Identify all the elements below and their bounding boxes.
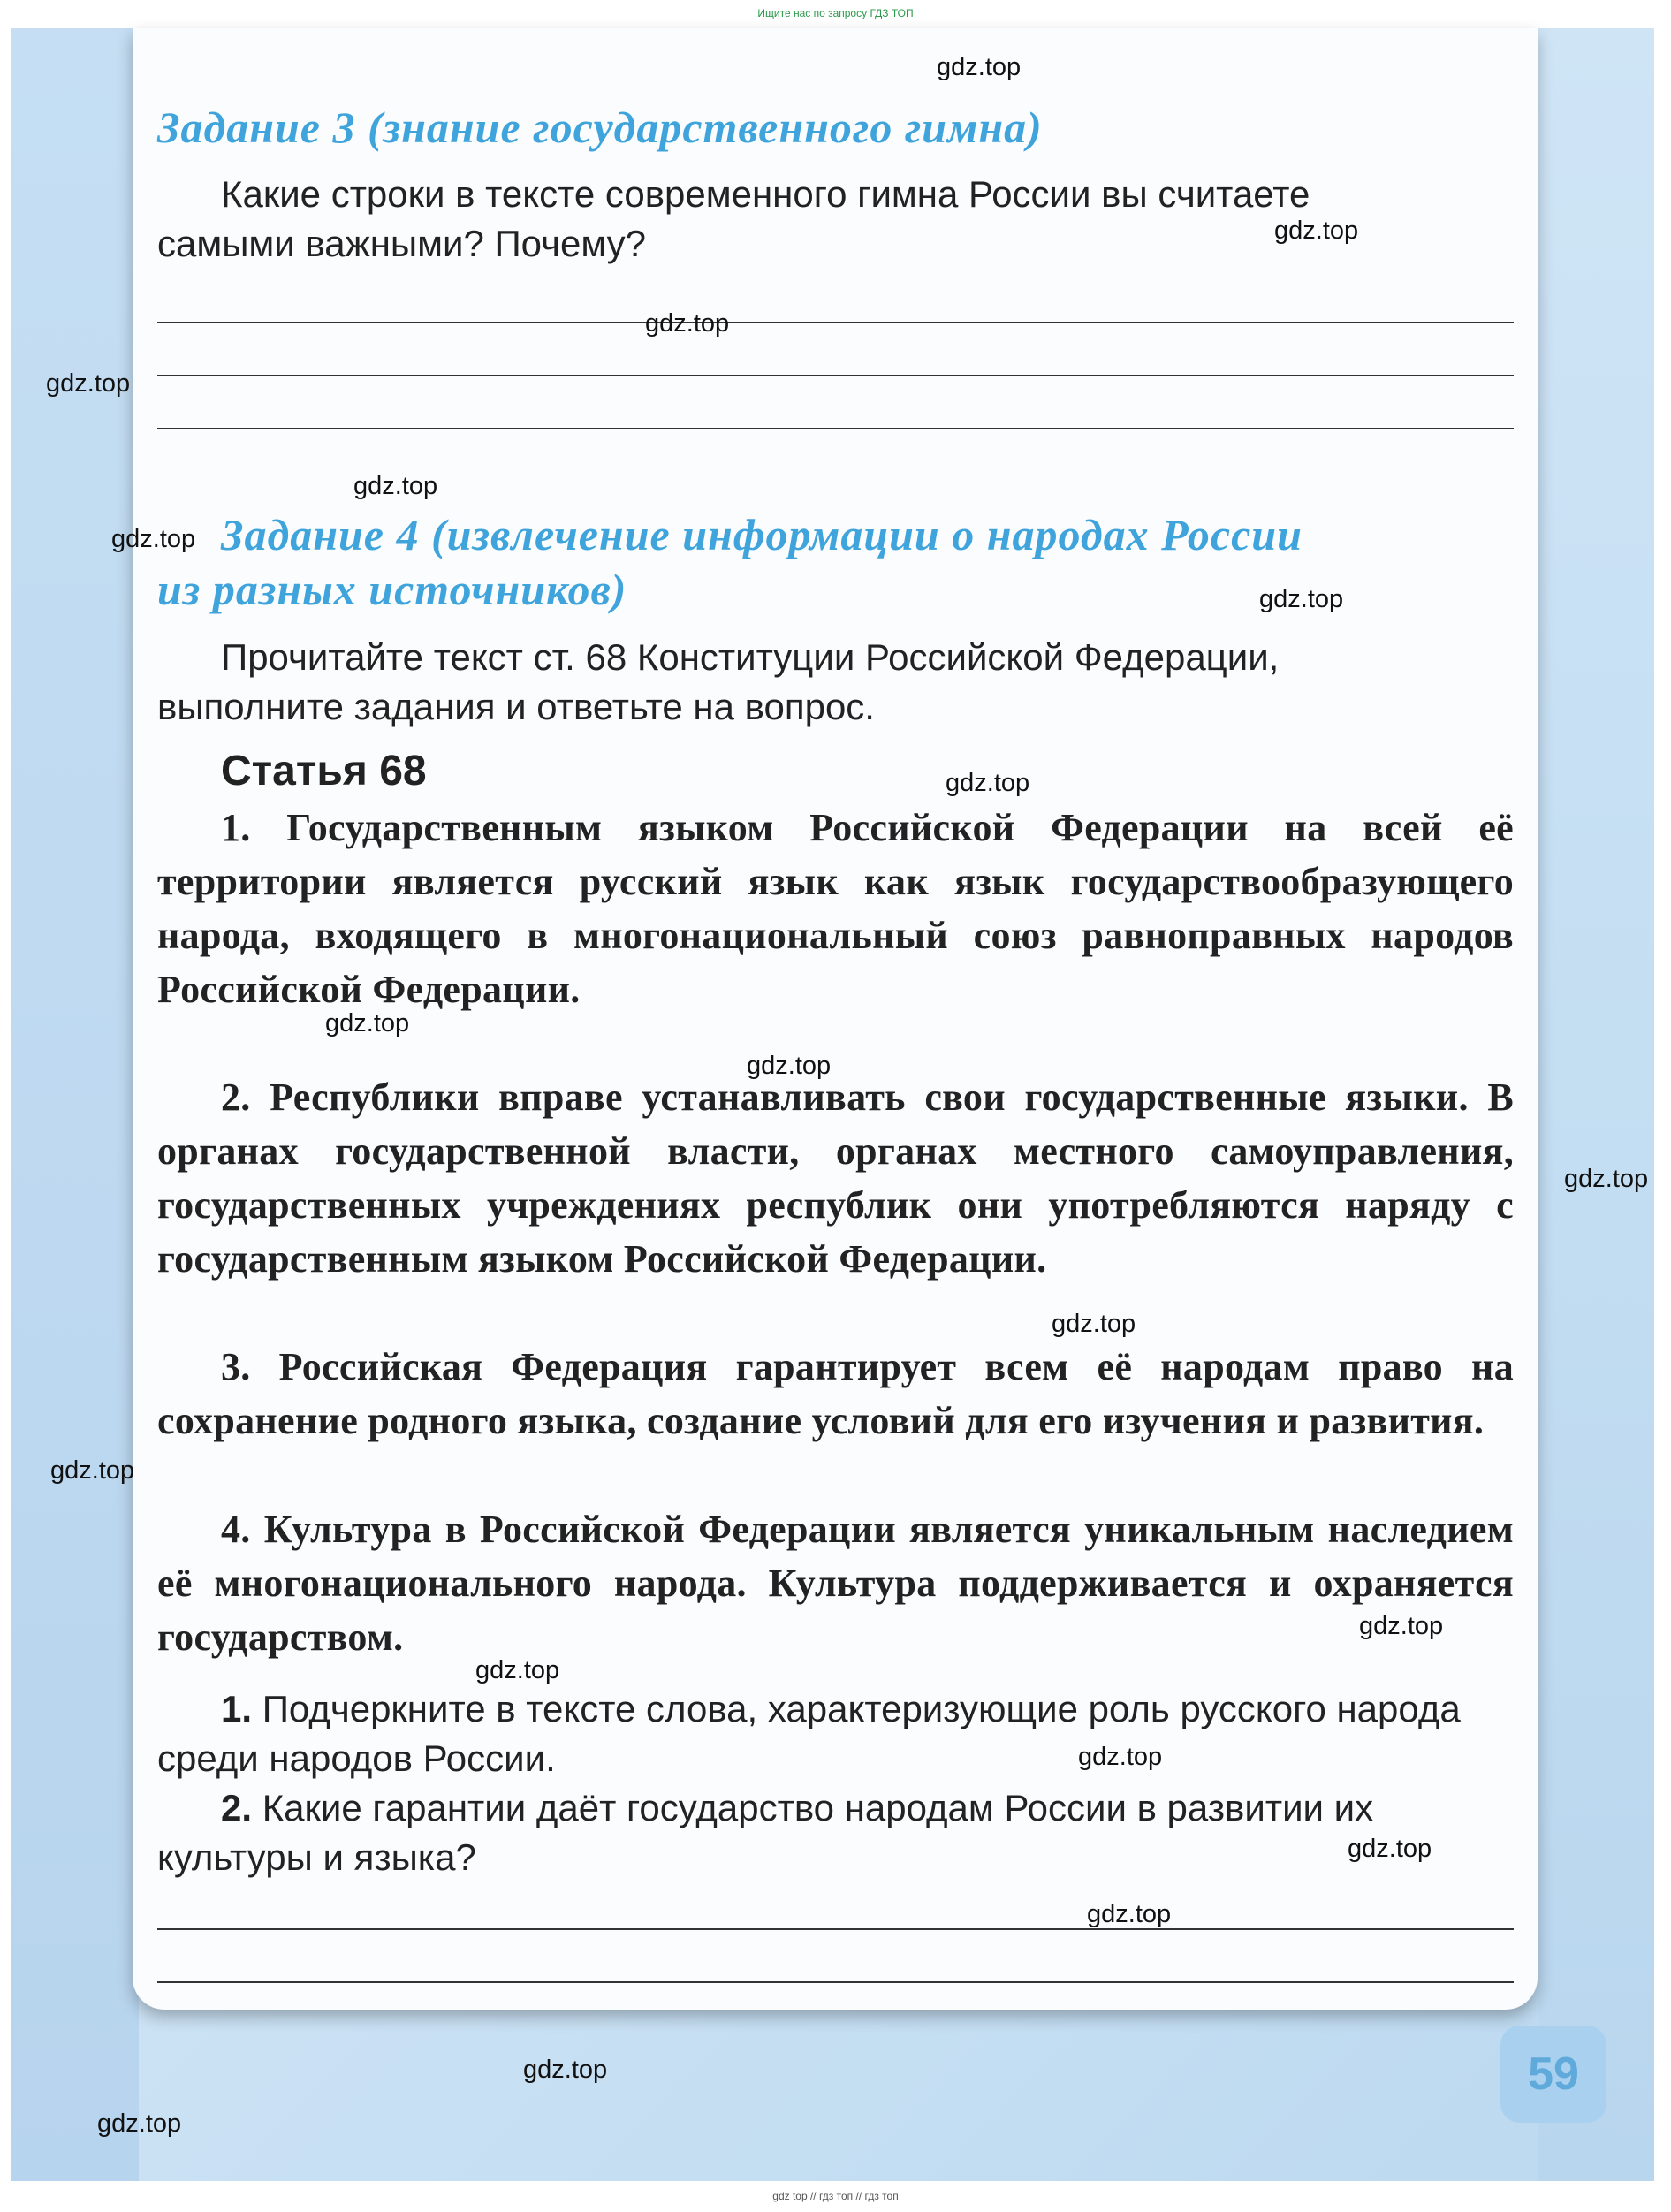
task4-title-line2: из разных источников)	[157, 565, 627, 614]
watermark: gdz.top	[946, 769, 1030, 797]
watermark: gdz.top	[353, 472, 438, 500]
question-1-text: Подчеркните в тексте слова, характеризующие роль русского народа среди народов России.	[157, 1688, 1461, 1779]
article-paragraph-2	[157, 1070, 1514, 1286]
watermark: gdz.top	[1259, 585, 1344, 613]
right-stripe	[1538, 28, 1654, 2181]
task3-text-line2: самыми важными? Почему?	[157, 223, 647, 264]
watermark: gdz.top	[1087, 1900, 1172, 1928]
article-title: Статья 68	[221, 748, 427, 794]
answer-line[interactable]	[157, 1928, 1514, 1930]
answer-line[interactable]	[157, 322, 1514, 323]
question-1	[157, 1684, 1514, 1783]
task4-title-line1: Задание 4 (извлечение информации о народах России	[221, 510, 1303, 559]
task4-text-line1: Прочитайте текст ст. 68 Конституции Российской Федерации,	[221, 636, 1280, 678]
bottom-banner: gdz top // гдз топ // гдз топ	[772, 2190, 899, 2202]
article-p2-text: 2. Республики вправе устанавливать свои государственные языки. В органах государственной власти, органах местного самоуправления, государственных учреждениях республик они употребляются наряду с государственным языком Российской Федерации.	[157, 1076, 1514, 1281]
question-1-number: 1.	[221, 1688, 253, 1729]
top-banner: Ищите нас по запросу ГДЗ ТОП	[757, 7, 914, 19]
watermark: gdz.top	[475, 1656, 560, 1684]
watermark: gdz.top	[1078, 1743, 1163, 1771]
article-p4-text: 4. Культура в Российской Федерации является уникальным наследием её многонационального народа. Культура поддерживается и охраняется государством.	[157, 1508, 1514, 1659]
task3-text-line1: Какие строки в тексте современного гимна России вы считаете	[221, 173, 1310, 215]
watermark: gdz.top	[50, 1456, 135, 1485]
watermark: gdz.top	[325, 1009, 410, 1038]
article-paragraph-4	[157, 1502, 1514, 1664]
watermark: gdz.top	[1274, 217, 1359, 245]
watermark: gdz.top	[645, 309, 730, 338]
watermark: gdz.top	[937, 53, 1022, 81]
task4-text-line2: выполните задания и ответьте на вопрос.	[157, 686, 875, 727]
watermark: gdz.top	[46, 369, 131, 398]
watermark: gdz.top	[97, 2109, 182, 2138]
page-number-badge	[1500, 2026, 1606, 2123]
page-number: 59	[1528, 2049, 1579, 2100]
watermark: gdz.top	[1052, 1310, 1136, 1338]
article-p1-text: 1. Государственным языком Российской Федерации на всей её территории является русский язык как язык государствообразующего народа, входящего в многонациональный союз равноправных народов Российской Федерации.	[157, 806, 1514, 1011]
watermark: gdz.top	[523, 2056, 608, 2084]
answer-line[interactable]	[157, 375, 1514, 376]
answer-line[interactable]	[157, 1981, 1514, 1983]
article-paragraph-1	[157, 801, 1514, 1016]
task4-text	[157, 633, 1514, 732]
article-paragraph-3	[157, 1340, 1514, 1448]
question-2	[157, 1783, 1514, 1882]
left-stripe	[11, 28, 139, 2181]
watermark: gdz.top	[1348, 1835, 1432, 1863]
watermark: gdz.top	[1359, 1612, 1444, 1640]
article-p3-text: 3. Российская Федерация гарантирует всем её народам право на сохранение родного языка, создание условий для его изучения и развития.	[157, 1345, 1514, 1442]
watermark: gdz.top	[747, 1052, 832, 1080]
question-2-number: 2.	[221, 1787, 253, 1828]
answer-line[interactable]	[157, 428, 1514, 429]
watermark: gdz.top	[111, 525, 196, 553]
task3-title: Задание 3 (знание государственного гимна)	[157, 103, 1043, 152]
question-2-text: Какие гарантии даёт государство народам России в развитии их культуры и языка?	[157, 1787, 1374, 1878]
watermark: gdz.top	[1564, 1165, 1649, 1193]
